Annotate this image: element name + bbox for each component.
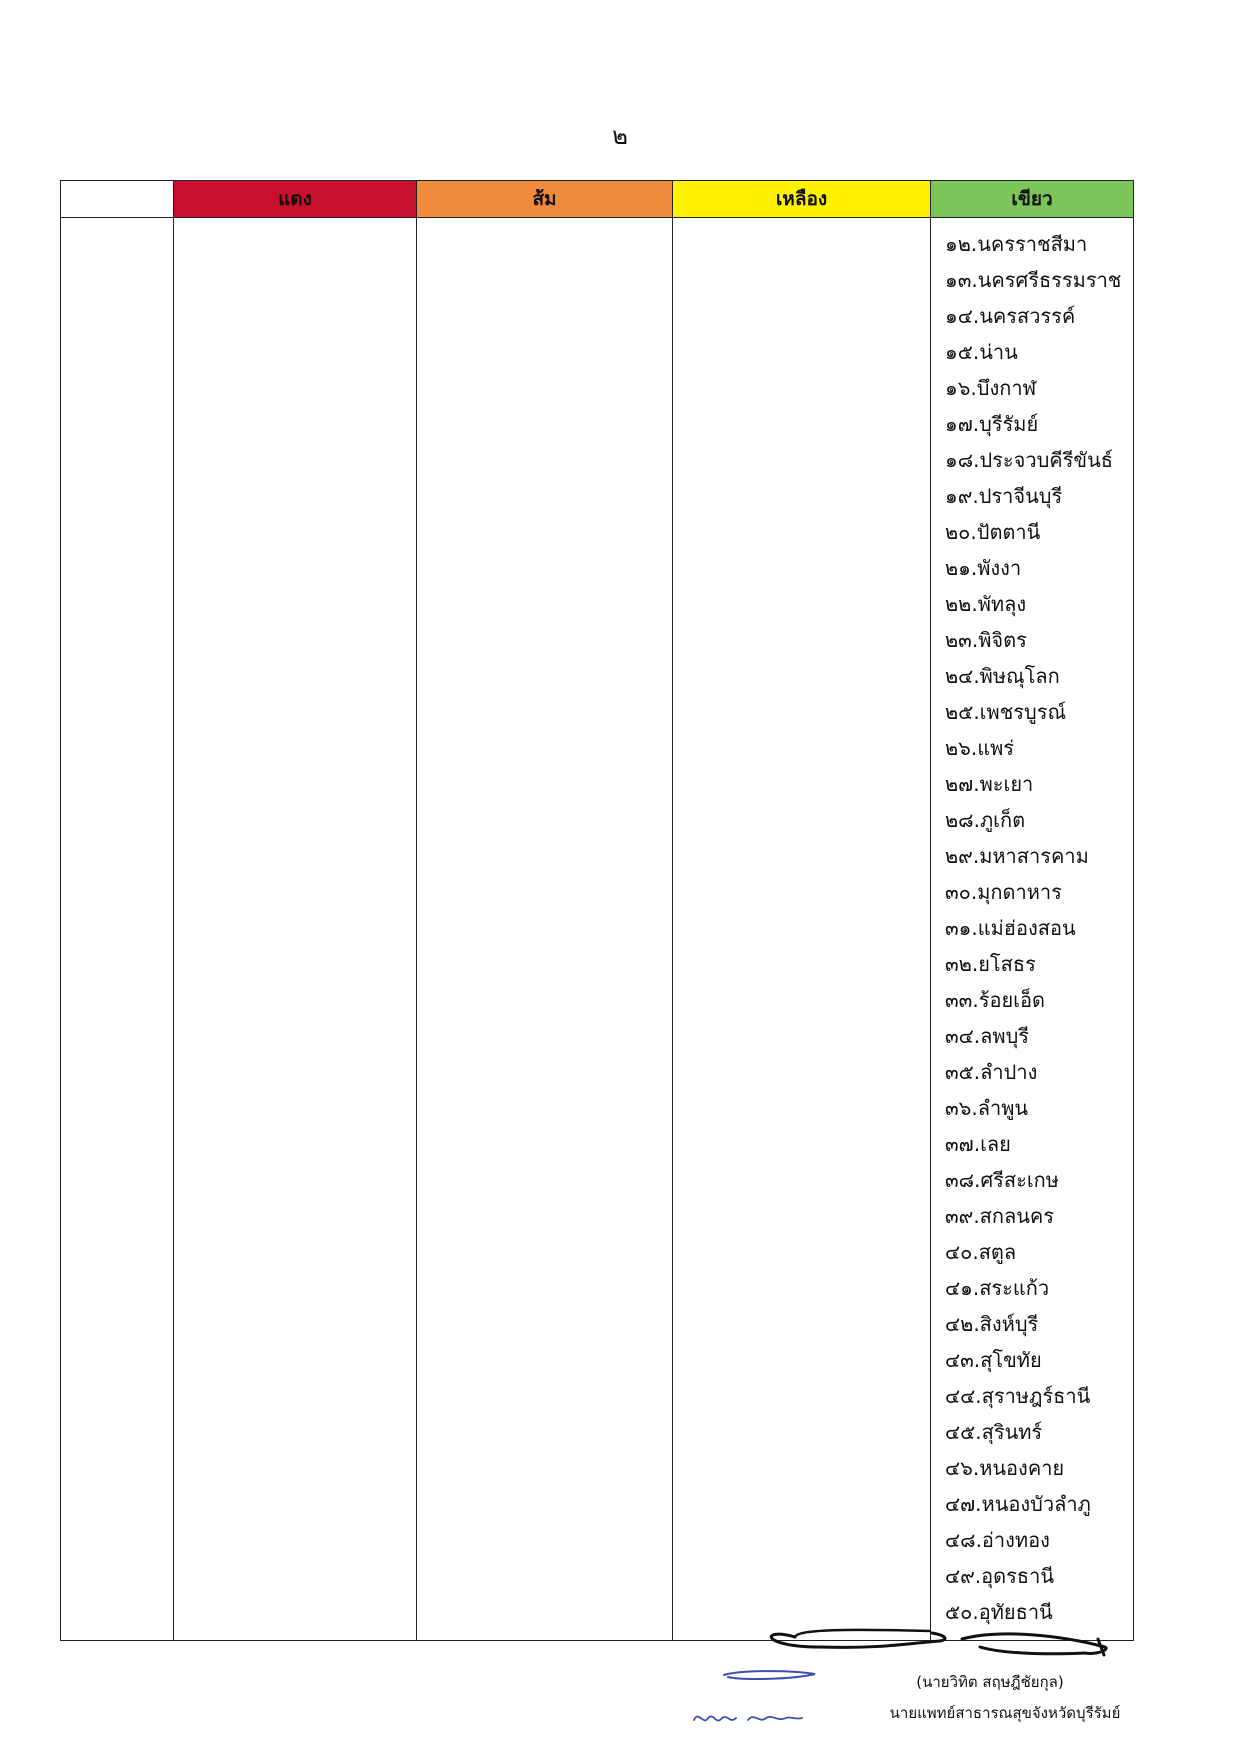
cell-green: [931, 218, 1134, 1641]
green-province-item: ๒๕.เพชรบูรณ์: [945, 700, 1067, 724]
header-orange: ส้ม: [417, 181, 673, 218]
green-province-item: ๓๕.ลำปาง: [945, 1060, 1038, 1084]
body-row: [61, 218, 1134, 1641]
green-province-item: ๑๖.บึงกาฬ: [945, 376, 1037, 400]
header-green: เขียว: [931, 181, 1134, 218]
green-province-item: ๒๙.มหาสารคาม: [945, 844, 1089, 868]
green-province-item: ๓๔.ลพบุรี: [945, 1024, 1030, 1048]
green-province-item: ๒๐.ปัตตานี: [945, 520, 1041, 544]
green-province-item: ๑๗.บุรีรัมย์: [945, 412, 1039, 436]
green-province-item: ๔๒.สิงห์บุรี: [945, 1312, 1039, 1336]
cell-red: [174, 218, 417, 1641]
green-province-item: ๑๒.นครราชสีมา: [945, 232, 1088, 256]
green-province-item: ๕๐.อุทัยธานี: [945, 1600, 1053, 1624]
green-province-item: ๓๓.ร้อยเอ็ด: [945, 988, 1046, 1012]
green-province-item: ๑๙.ปราจีนบุรี: [945, 484, 1063, 508]
initials-scribble: [690, 1706, 810, 1730]
green-province-item: ๒๓.พิจิตร: [945, 628, 1027, 652]
green-province-item: ๓๘.ศรีสะเกษ: [945, 1168, 1059, 1192]
green-province-item: ๒๑.พังงา: [945, 556, 1022, 580]
green-province-item: ๓๑.แม่ฮ่องสอน: [945, 916, 1076, 940]
green-province-item: ๒๗.พะเยา: [945, 772, 1034, 796]
green-province-item: ๓๗.เลย: [945, 1132, 1011, 1156]
cell-yellow: [673, 218, 931, 1641]
green-province-item: ๒๘.ภูเก็ต: [945, 808, 1026, 832]
green-province-item: ๑๕.น่าน: [945, 340, 1018, 364]
green-province-list: [931, 218, 1133, 1630]
cell-blank: [61, 218, 174, 1641]
page-number: ๒: [612, 122, 628, 150]
green-province-item: ๓๖.ลำพูน: [945, 1096, 1029, 1120]
color-zone-table: [60, 180, 1134, 1641]
green-province-item: ๔๖.หนองคาย: [945, 1456, 1065, 1480]
green-province-item: ๓๙.สกลนคร: [945, 1204, 1055, 1228]
green-province-item: ๔๘.อ่างทอง: [945, 1528, 1050, 1552]
green-province-item: ๑๓.นครศรีธรรมราช: [945, 268, 1122, 292]
green-province-item: ๓๐.มุกดาหาร: [945, 880, 1062, 904]
green-province-item: ๔๑.สระแก้ว: [945, 1276, 1050, 1300]
header-row: [61, 181, 1134, 218]
green-province-item: ๑๔.นครสวรรค์: [945, 304, 1076, 328]
green-province-item: ๑๘.ประจวบคีรีขันธ์: [945, 448, 1113, 472]
green-province-item: ๒๖.แพร่: [945, 736, 1015, 760]
signer-title: นายแพทย์สาธารณสุขจังหวัดบุรีรัมย์: [889, 1704, 1121, 1722]
green-province-item: ๒๔.พิษณุโลก: [945, 664, 1060, 688]
green-province-item: ๔๐.สตูล: [945, 1240, 1017, 1264]
header-blank: [61, 181, 174, 218]
signer-name: (นายวิทิต สฤษฎีชัยกุล): [916, 1673, 1064, 1691]
green-province-item: ๔๗.หนองบัวลำภู: [945, 1492, 1091, 1516]
header-yellow: เหลือง: [673, 181, 931, 218]
green-province-item: ๔๓.สุโขทัย: [945, 1348, 1042, 1372]
green-province-item: ๔๔.สุราษฎร์ธานี: [945, 1384, 1091, 1408]
green-province-item: ๔๕.สุรินทร์: [945, 1420, 1043, 1444]
initials-mark: [720, 1668, 820, 1682]
green-province-item: ๔๙.อุดรธานี: [945, 1564, 1054, 1588]
header-red: แดง: [174, 181, 417, 218]
cell-orange: [417, 218, 673, 1641]
green-province-item: ๒๒.พัทลุง: [945, 592, 1027, 616]
green-province-item: ๓๒.ยโสธร: [945, 952, 1036, 976]
